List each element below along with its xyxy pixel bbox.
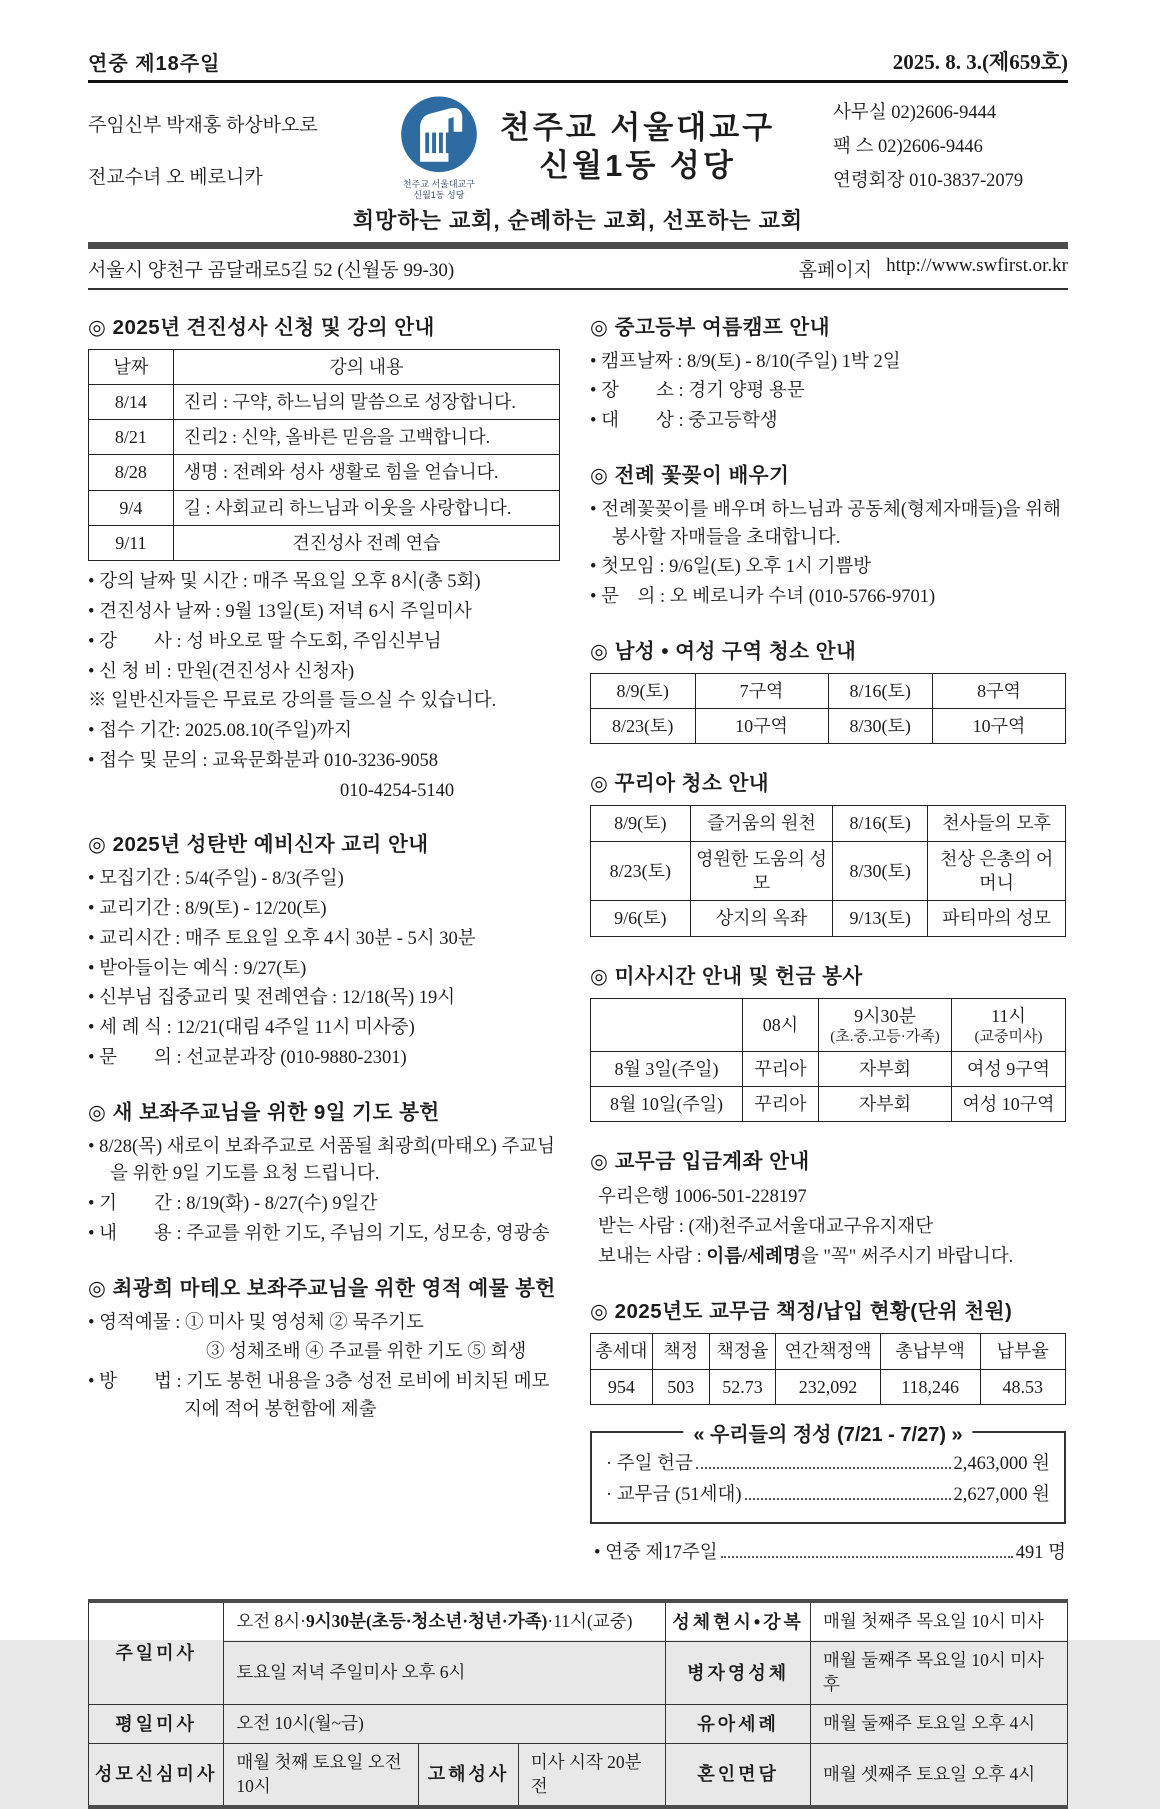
cell: 8/16(토) xyxy=(833,806,928,841)
cell: 954 xyxy=(591,1369,653,1404)
cell: 10구역 xyxy=(933,709,1066,744)
label-marian-mass: 성모신심미사 xyxy=(89,1743,224,1807)
sender-bold: 이름/세례명 xyxy=(706,1246,801,1267)
contact-fax-number: 02)2606-9446 xyxy=(878,137,983,158)
cell: 118,246 xyxy=(880,1369,980,1404)
cell: 여성 9구역 xyxy=(952,1051,1066,1086)
weekly-offering-box xyxy=(590,1423,1066,1524)
cell: 8/23(토) xyxy=(591,709,696,744)
mass-schedule-footer xyxy=(88,1599,1068,1809)
cell-header: 연간책정액 xyxy=(776,1334,881,1369)
section-title-novena: ◎ 새 보좌주교님을 위한 9일 기도 봉헌 xyxy=(88,1100,440,1124)
label-marriage-interview: 혼인면담 xyxy=(666,1743,811,1807)
offering-value: 2,627,000 원 xyxy=(953,1485,1050,1506)
cell: 9/6(토) xyxy=(591,901,691,936)
label-confession: 고해성사 xyxy=(419,1743,519,1807)
table-row xyxy=(591,1369,1066,1404)
col-header-content: 강의 내용 xyxy=(173,349,559,384)
contact-info xyxy=(833,96,1068,199)
account-bank: 우리은행 1006-501-228197 xyxy=(598,1187,807,1208)
curia-cleaning-table xyxy=(590,805,1066,936)
bullet: • 받아들이는 예식 : 9/27(토) xyxy=(88,958,307,979)
bullet: • 교리시간 : 매주 토요일 오후 4시 30분 - 5시 30분 xyxy=(88,928,476,949)
bullet: • 강의 날짜 및 시간 : 매주 목요일 오후 8시(총 5회) xyxy=(88,572,481,593)
contact-fax xyxy=(833,130,1068,164)
contact-office xyxy=(833,96,1068,130)
header-subline: (교중미사) xyxy=(974,1028,1043,1045)
cell: 여성 10구역 xyxy=(952,1087,1066,1122)
left-column xyxy=(88,304,560,1570)
flower-bullets xyxy=(590,497,1066,612)
cell: 즐거움의 원천 xyxy=(690,806,833,841)
contact-chair-label: 연령회장 xyxy=(833,171,905,192)
church-title-line2: 신월1동 성당 xyxy=(539,148,736,184)
offering-box-title: « 우리들의 정성 (7/21 - 7/27) » xyxy=(683,1418,972,1447)
cell: 꾸리아 xyxy=(743,1051,819,1086)
cell: 8/9(토) xyxy=(591,673,696,708)
bullet: • 전례꽃꽂이를 배우며 하느님과 공동체(형제자매들)을 위해 봉사할 자매들을 초대합니다. xyxy=(590,499,1061,548)
sender-prefix: 보내는 사람 : xyxy=(598,1246,707,1267)
cell: 503 xyxy=(652,1369,709,1404)
contact-office-number: 02)2606-9444 xyxy=(891,102,997,123)
liturgical-week: 연중 제18주일 xyxy=(88,53,221,75)
bullet: • 세 례 식 : 12/21(대림 4주일 11시 미사중) xyxy=(88,1018,415,1039)
table-row xyxy=(89,1601,1068,1642)
right-column xyxy=(590,304,1066,1570)
bullet: • 캠프날짜 : 8/9(토) - 8/10(주일) 1박 2일 xyxy=(590,351,901,372)
table-row xyxy=(591,709,1066,744)
marian-mass-time: 매월 첫째 토요일 오전 10시 xyxy=(224,1743,419,1807)
church-title xyxy=(500,109,775,187)
cell-header: 책정 xyxy=(652,1334,709,1369)
cell-header: 총납부액 xyxy=(880,1334,980,1369)
bullet: • 신 청 비 : 만원(견진성사 신청자) xyxy=(88,661,355,682)
bullet: • 대 상 : 중고등학생 xyxy=(590,411,778,431)
levy-table xyxy=(590,1333,1066,1405)
section-title-flower: ◎ 전례 꽃꽂이 배우기 xyxy=(590,463,790,487)
cell: 8월 3일(주일) xyxy=(591,1051,743,1086)
slogan: 희망하는 교회, 순례하는 교회, 선포하는 교회 xyxy=(352,207,804,233)
bullet: • 강 사 : 성 바오로 딸 수도회, 주임신부님 xyxy=(88,631,442,652)
offering-item xyxy=(606,1480,1050,1511)
cell-date: 9/11 xyxy=(89,525,174,560)
col-header-date: 날짜 xyxy=(89,349,174,384)
cell: 8/23(토) xyxy=(591,841,691,901)
cell: 232,092 xyxy=(776,1369,881,1404)
bullet: • 교리기간 : 8/9(토) - 12/20(토) xyxy=(88,899,327,920)
cell: 천상 은총의 어머니 xyxy=(928,841,1066,901)
table-row xyxy=(89,1642,1068,1704)
table-row xyxy=(89,1704,1068,1743)
table-row xyxy=(89,420,560,455)
divider-thick xyxy=(88,242,1068,249)
cell-header-8am: 08시 xyxy=(743,998,819,1051)
bullet: • 견진성사 날짜 : 9월 13일(토) 저녁 6시 주일미사 xyxy=(88,602,472,623)
bullet: • 문 의 : 선교분과장 (010-9880-2301) xyxy=(88,1047,407,1068)
bullet: • 8/28(목) 새로이 보좌주교로 서품될 최광희(마태오) 주교님을 위한 9일 기도를 요청 드립니다. xyxy=(88,1136,556,1185)
logo-caption-line2: 신월1동 성당 xyxy=(413,190,465,201)
cell: 8/16(토) xyxy=(828,673,933,708)
masthead xyxy=(88,93,1068,202)
masthead-center xyxy=(338,93,833,202)
homepage-label: 홈페이지 xyxy=(798,259,873,281)
offering-value: 2,463,000 원 xyxy=(953,1453,1050,1474)
bullet: ※ 일반신자들은 무료로 강의를 들으실 수 있습니다. xyxy=(88,691,497,712)
cell: 꾸리아 xyxy=(743,1087,819,1122)
table-row xyxy=(591,673,1066,708)
dotted-leader xyxy=(745,1498,951,1500)
table-row xyxy=(89,349,560,384)
offering-label: · 교무금 (51세대) xyxy=(606,1485,742,1506)
adoration-time: 매월 첫째주 목요일 10시 미사 xyxy=(810,1601,1067,1642)
issue-date: 2025. 8. 3.(제659호) xyxy=(892,50,1068,74)
homepage xyxy=(799,255,1068,282)
cell: 8월 10일(주일) xyxy=(591,1087,743,1122)
cell-header: 책정율 xyxy=(709,1334,776,1369)
contact-chair-number: 010-3837-2079 xyxy=(909,171,1024,192)
section-title-catechumen: ◎ 2025년 성탄반 예비신자 교리 안내 xyxy=(88,833,429,857)
cell: 영원한 도움의 성모 xyxy=(690,841,833,901)
label-weekday-mass: 평일미사 xyxy=(89,1704,224,1743)
offering-label: · 주일 헌금 xyxy=(606,1453,693,1474)
table-row xyxy=(591,1334,1066,1369)
section-title-spiritual: ◎ 최광희 마테오 보좌주교님을 위한 영적 예물 봉헌 xyxy=(88,1276,556,1300)
table-row xyxy=(591,998,1066,1051)
cell-content: 길 : 사회교리 하느님과 이웃을 사랑합니다. xyxy=(173,490,559,525)
marriage-interview-time: 매월 셋째주 토요일 오후 4시 xyxy=(810,1743,1067,1807)
contact-chair xyxy=(833,164,1068,198)
cell: 10구역 xyxy=(695,709,828,744)
attendance-value: 491 명 xyxy=(1015,1542,1066,1563)
section-title-zone-cleaning: ◎ 남성 • 여성 구역 청소 안내 xyxy=(590,639,857,663)
parish-logo-icon xyxy=(396,93,482,179)
novena-bullets xyxy=(88,1134,560,1249)
cell-header: 총세대 xyxy=(591,1334,653,1369)
bullet: • 접수 기간: 2025.08.10(주일)까지 xyxy=(88,721,353,742)
bullet: • 접수 및 문의 : 교육문화분과 010-3236-9058 xyxy=(88,750,439,771)
main-columns xyxy=(88,304,1068,1570)
bullet: • 기 간 : 8/19(화) - 8/27(수) 9일간 xyxy=(88,1194,378,1215)
time-text: 오전 8시· xyxy=(236,1611,306,1632)
bullet-continuation: ③ 성체조배 ④ 주교를 위한 기도 ⑤ 희생 xyxy=(206,1342,527,1363)
cell-content: 견진성사 전례 연습 xyxy=(173,525,559,560)
account-recipient: 받는 사람 : (재)천주교서울대교구유지재단 xyxy=(598,1217,934,1238)
catechumen-bullets xyxy=(88,866,560,1072)
section-title-levy: ◎ 2025년도 교무금 책정/납입 현황(단위 천원) xyxy=(590,1300,1013,1324)
church-address: 서울시 양천구 곰달래로5길 52 (신월동 99-30) xyxy=(88,259,455,281)
header-line: 9시30분 xyxy=(854,1005,916,1026)
cell-header-11 xyxy=(952,998,1066,1051)
mass-offering-table xyxy=(590,998,1066,1123)
attendance-row xyxy=(590,1538,1066,1569)
table-row xyxy=(591,806,1066,841)
bullet: • 첫모임 : 9/6일(토) 오후 1시 기쁨방 xyxy=(590,557,872,578)
bullet: • 문 의 : 오 베로니카 수녀 (010-5766-9701) xyxy=(590,587,936,607)
dotted-leader xyxy=(721,1556,1013,1558)
section-title-confirmation: ◎ 2025년 견진성사 신청 및 강의 안내 xyxy=(88,315,435,339)
address-row xyxy=(88,249,1068,290)
cell: 천사들의 모후 xyxy=(928,806,1066,841)
cell-date: 8/21 xyxy=(89,420,174,455)
cell: 상지의 옥좌 xyxy=(690,901,833,936)
bullet: • 내 용 : 주교를 위한 기도, 주님의 기도, 성모송, 영광송 xyxy=(88,1223,550,1244)
bullet: • 방 법 : 기도 봉헌 내용을 3층 성전 로비에 비치된 메모지에 적어 봉헌함에 제출 xyxy=(88,1372,550,1420)
sick-communion-time: 매월 둘째주 목요일 10시 미사 후 xyxy=(810,1642,1067,1704)
cell-date: 8/14 xyxy=(89,384,174,419)
table-row xyxy=(89,384,560,419)
cell: 자부회 xyxy=(819,1051,952,1086)
cell-header-blank xyxy=(591,998,743,1051)
cell-header: 납부율 xyxy=(980,1334,1066,1369)
cell: 9/13(토) xyxy=(833,901,928,936)
label-infant-baptism: 유아세례 xyxy=(666,1704,811,1743)
cell: 8/30(토) xyxy=(833,841,928,901)
cell: 파티마의 성모 xyxy=(928,901,1066,936)
bullet: • 모집기간 : 5/4(주일) - 8/3(주일) xyxy=(88,869,344,890)
bullet-continuation: 010-4254-5140 xyxy=(340,780,455,801)
cell: 8/30(토) xyxy=(828,709,933,744)
bullet: • 신부님 집중교리 및 전례연습 : 12/18(목) 19시 xyxy=(88,988,456,1009)
pastor-name: 주임신부 박재홍 하상바오로 xyxy=(88,114,318,136)
table-row xyxy=(591,841,1066,901)
table-row xyxy=(591,901,1066,936)
spiritual-bullets xyxy=(88,1310,560,1425)
section-title-mass-offering: ◎ 미사시간 안내 및 헌금 봉사 xyxy=(590,964,863,988)
section-title-account: ◎ 교무금 입금계좌 안내 xyxy=(590,1150,810,1174)
infant-baptism-time: 매월 둘째주 토요일 오후 4시 xyxy=(810,1704,1067,1743)
confession-time: 미사 시작 20분 전 xyxy=(518,1743,666,1807)
confirmation-bullets xyxy=(88,569,560,805)
header-subline: (초.중.고등·가족) xyxy=(830,1028,940,1045)
zone-cleaning-table xyxy=(590,673,1066,745)
section-title-curia-cleaning: ◎ 꾸리아 청소 안내 xyxy=(590,772,770,796)
cell-date: 9/4 xyxy=(89,490,174,525)
logo-caption-line1: 천주교 서울대교구 xyxy=(402,179,475,189)
cell-content: 진리2 : 신약, 올바른 믿음을 고백합니다. xyxy=(173,420,559,455)
header-line: 11시 xyxy=(991,1005,1026,1026)
cell: 52.73 xyxy=(709,1369,776,1404)
bullet: • 영적예물 : ① 미사 및 영성체 ② 묵주기도 xyxy=(88,1312,424,1333)
footer-table xyxy=(88,1599,1068,1809)
contact-office-label: 사무실 xyxy=(833,102,887,123)
bullet: • 장 소 : 경기 양평 용문 xyxy=(590,381,805,402)
attendance-label: • 연중 제17주일 xyxy=(594,1542,718,1563)
cell: 자부회 xyxy=(819,1087,952,1122)
table-row xyxy=(89,490,560,525)
table-row xyxy=(89,455,560,490)
time-text: ·11시(교중) xyxy=(547,1611,633,1632)
cell: 48.53 xyxy=(980,1369,1066,1404)
table-row xyxy=(591,1051,1066,1086)
parish-logo xyxy=(396,93,482,202)
label-sunday-mass: 주일미사 xyxy=(89,1601,224,1704)
homepage-url: http://www.swfirst.or.kr xyxy=(886,254,1068,276)
saturday-mass-time: 토요일 저녁 주일미사 오후 6시 xyxy=(224,1642,666,1704)
table-row xyxy=(89,1743,1068,1807)
cell: 7구역 xyxy=(695,673,828,708)
cell-date: 8/28 xyxy=(89,455,174,490)
church-title-line1: 천주교 서울대교구 xyxy=(499,109,776,145)
label-sick-communion: 병자영성체 xyxy=(666,1642,811,1704)
clergy-info xyxy=(88,103,338,192)
cell: 8구역 xyxy=(933,673,1066,708)
cell-header-930 xyxy=(819,998,952,1051)
sunday-mass-times xyxy=(224,1601,666,1642)
time-text-bold: 9시30분(초등·청소년·청년·가족) xyxy=(306,1611,548,1632)
weekday-mass-time: 오전 10시(월~금) xyxy=(224,1704,666,1743)
table-row xyxy=(591,1087,1066,1122)
section-title-camp: ◎ 중고등부 여름캠프 안내 xyxy=(590,315,831,339)
confirmation-table xyxy=(88,349,560,562)
table-row xyxy=(89,525,560,560)
cell-content: 생명 : 전례와 성사 생활로 힘을 얻습니다. xyxy=(173,455,559,490)
cell: 8/9(토) xyxy=(591,806,691,841)
top-bar xyxy=(88,46,1068,83)
cell-content: 진리 : 구약, 하느님의 말씀으로 성장합니다. xyxy=(173,384,559,419)
nun-name: 전교수녀 오 베로니카 xyxy=(88,167,263,189)
camp-bullets xyxy=(590,349,1066,436)
contact-fax-label: 팩 스 xyxy=(833,137,874,158)
sender-suffix: 을 "꼭" 써주시기 바랍니다. xyxy=(800,1246,1014,1267)
offering-item xyxy=(606,1449,1050,1480)
dotted-leader xyxy=(696,1467,951,1469)
label-adoration: 성체현시•강복 xyxy=(666,1601,811,1642)
account-sender xyxy=(590,1243,1066,1273)
